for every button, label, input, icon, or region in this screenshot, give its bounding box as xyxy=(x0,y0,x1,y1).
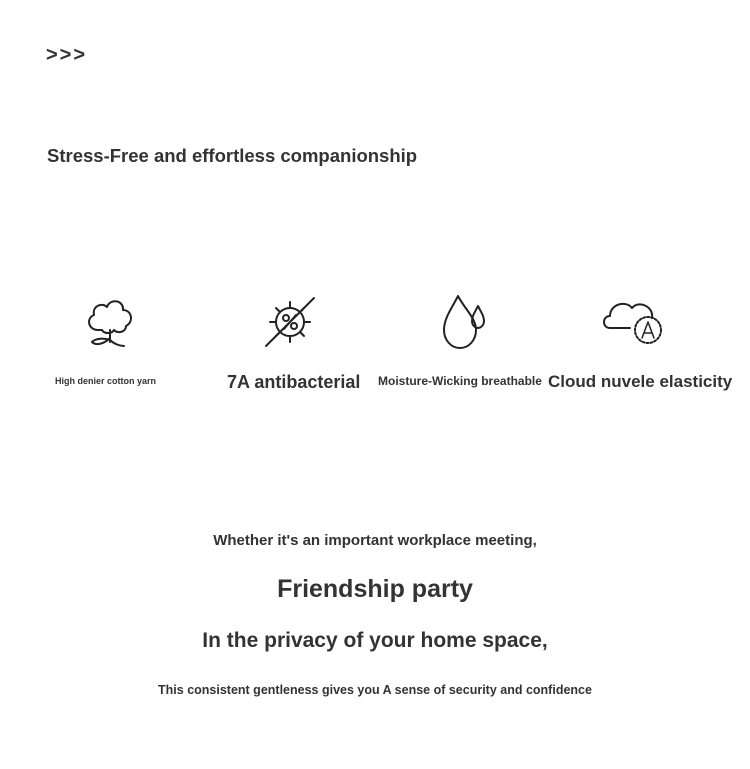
antibacterial-icon xyxy=(258,290,322,354)
copy-line-4: This consistent gentleness gives you A sense of security and confidence xyxy=(158,683,592,697)
section-headline: Stress-Free and effortless companionship xyxy=(47,145,418,166)
cotton-icon xyxy=(78,290,142,354)
feature-label-elasticity: Cloud nuvele elasticity xyxy=(548,372,733,391)
cloud-a-icon xyxy=(600,290,664,354)
copy-line-2: Friendship party xyxy=(277,575,473,603)
arrow-decoration: >>> xyxy=(46,44,88,66)
feature-label-moisture: Moisture-Wicking breathable xyxy=(378,374,542,388)
copy-line-3: In the privacy of your home space, xyxy=(202,629,548,652)
water-drop-icon xyxy=(434,290,498,354)
feature-label-antibacterial: 7A antibacterial xyxy=(227,372,361,392)
copy-line-1: Whether it's an important workplace meeting, xyxy=(213,532,537,549)
feature-label-cotton: High denier cotton yarn xyxy=(55,376,157,386)
